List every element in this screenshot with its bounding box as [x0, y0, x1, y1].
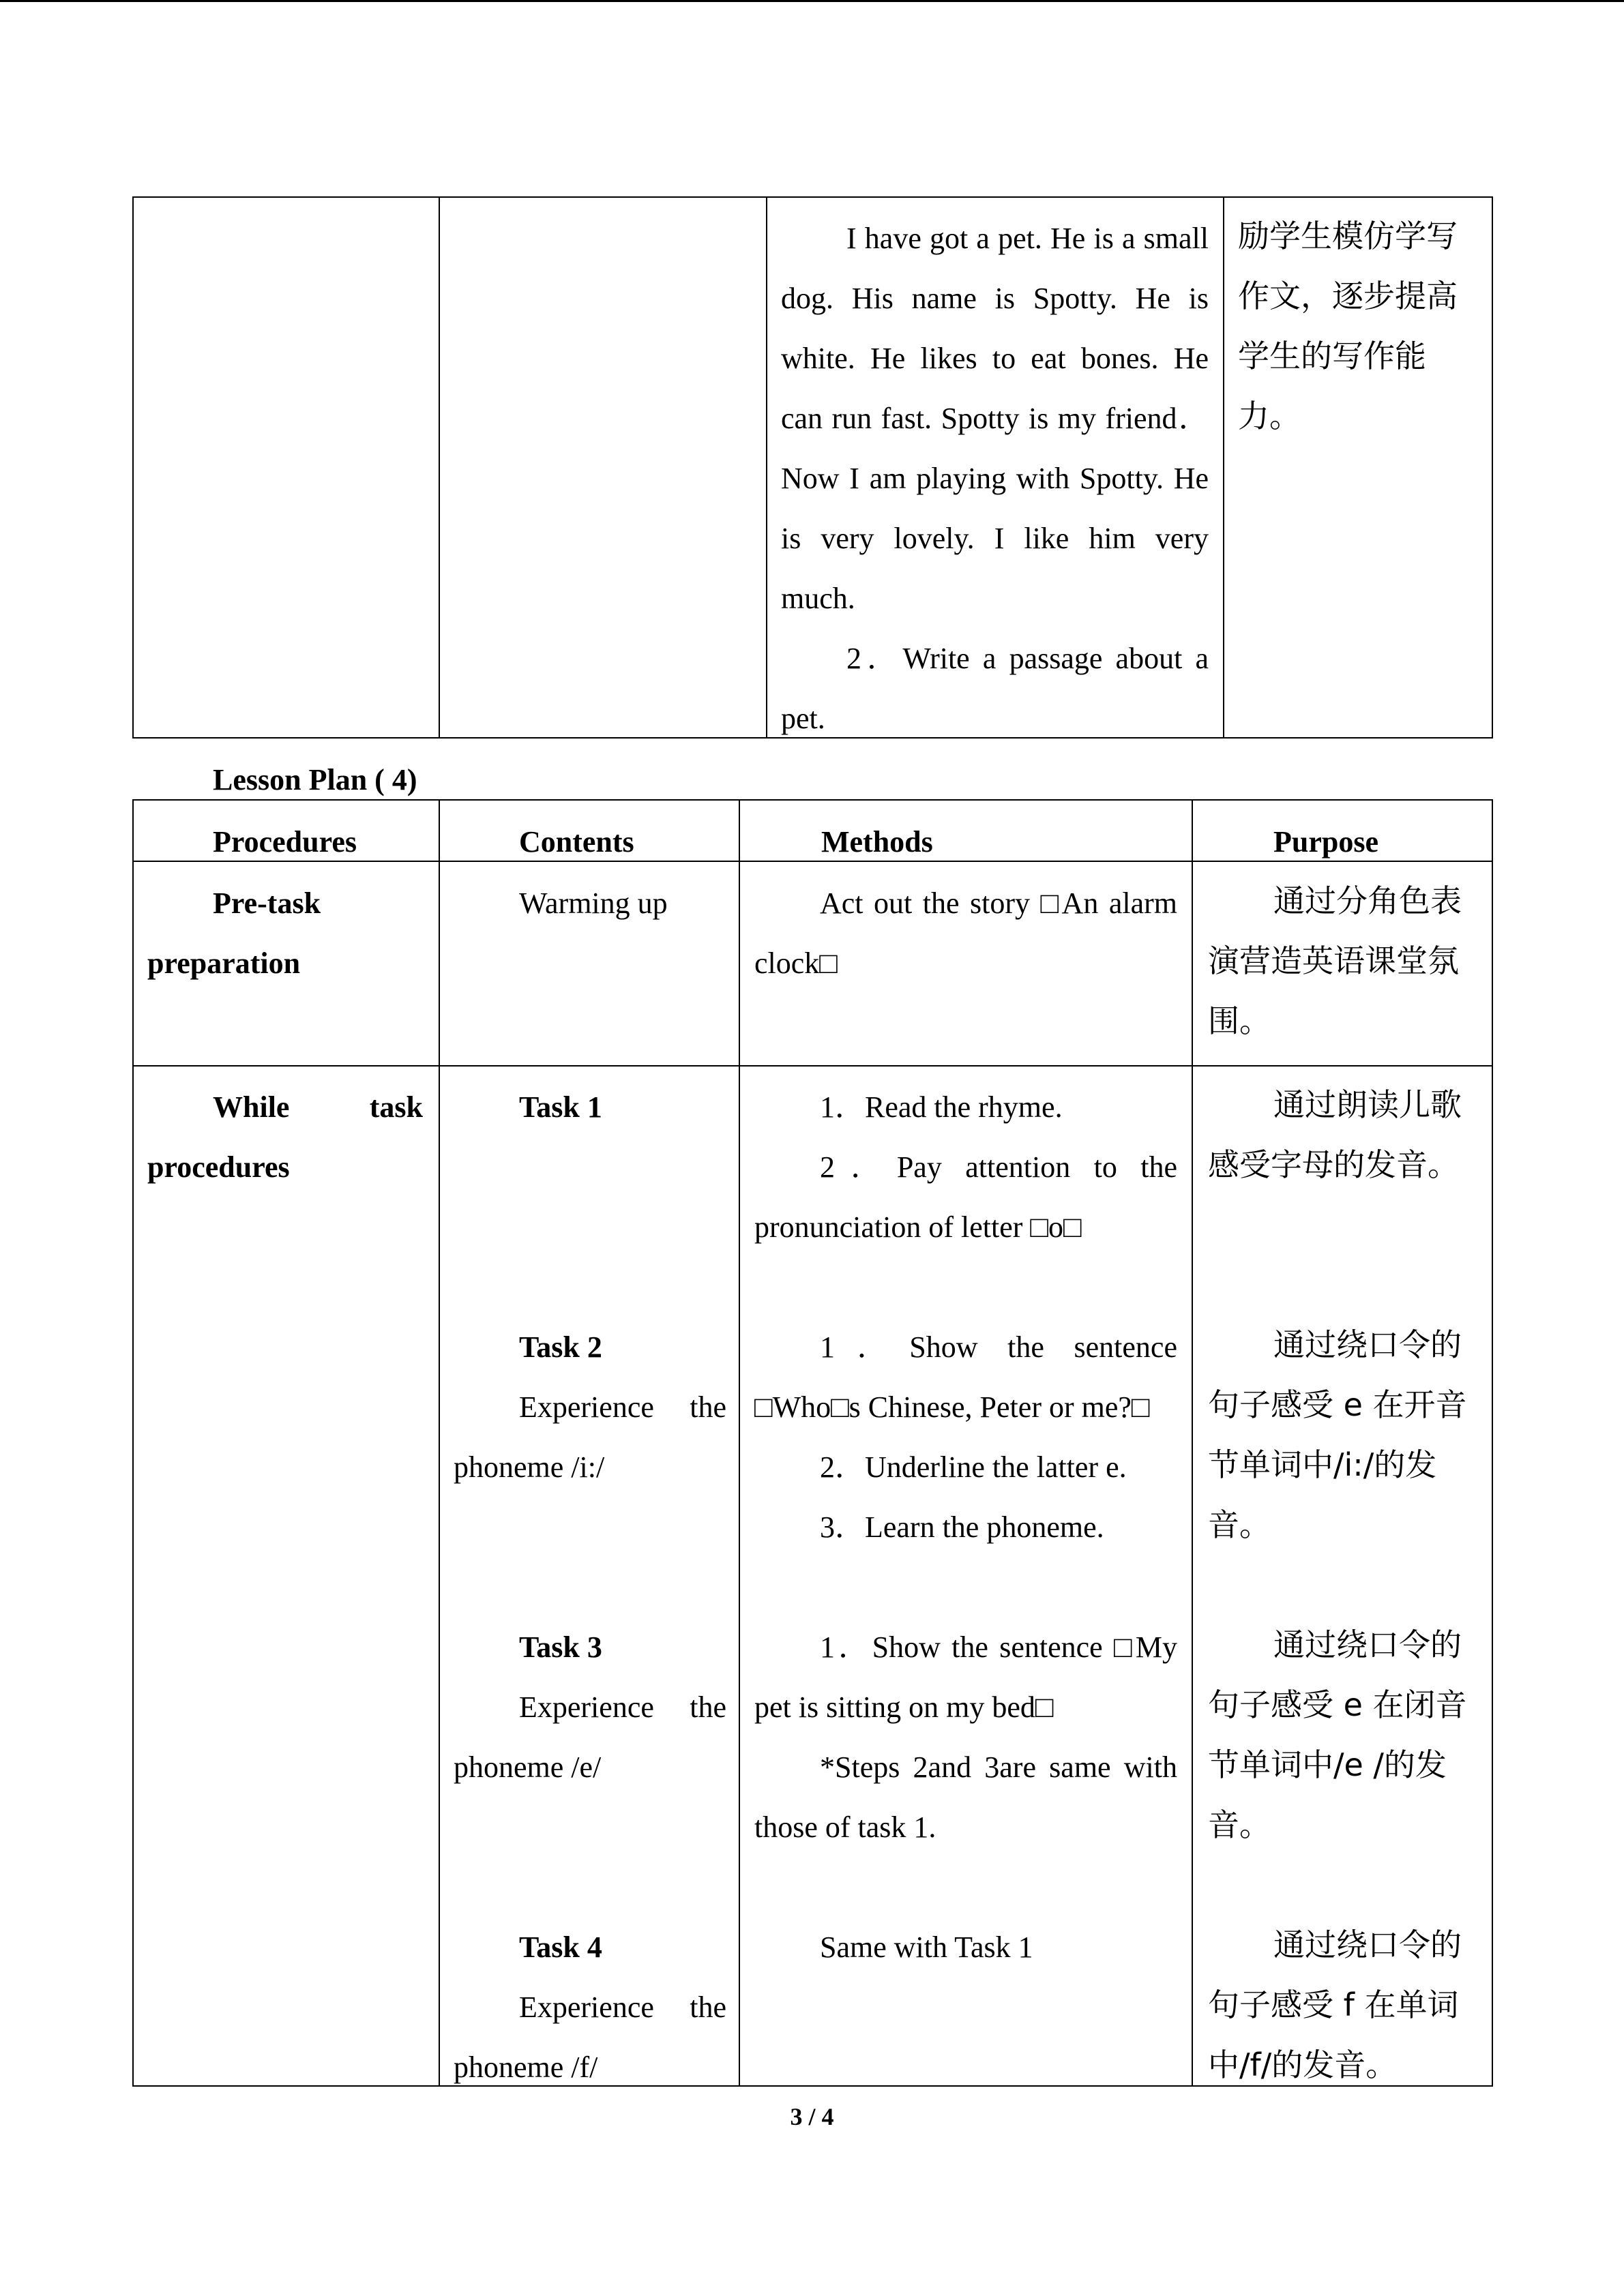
task4-step: Same with Task 1 — [820, 1930, 1033, 1964]
header-methods: Methods — [821, 825, 933, 859]
table-border — [132, 799, 134, 2087]
table-border — [1223, 196, 1224, 739]
task3-step: 1．Show the sentence □My pet is sitting on my bed□ — [754, 1630, 1177, 1724]
task1-purpose-cell — [1208, 1075, 1478, 1195]
task2-method-cell — [754, 1317, 1177, 1557]
table-border — [439, 799, 440, 2087]
task4-title: Task 4 — [519, 1930, 602, 1964]
purpose-text: 励学生模仿学写作文，逐步提高学生的写作能力。 — [1238, 218, 1458, 434]
task2-purpose-cell — [1208, 1315, 1478, 1555]
while-task-procedure-cell — [147, 1077, 423, 1197]
pre-task-purpose-cell — [1208, 871, 1478, 1051]
table-border — [439, 196, 440, 739]
task3-method-cell — [754, 1617, 1177, 1858]
page-top-border — [0, 0, 1624, 2]
task2-subtitle: Experience the phoneme /i:/ — [454, 1390, 726, 1484]
task3-subtitle: Experience the phoneme /e/ — [454, 1690, 726, 1784]
table-border — [766, 196, 767, 739]
table-border — [739, 799, 740, 2087]
task1-step: 2．Pay attention to the pronunciation of letter □o□ — [754, 1150, 1177, 1244]
table-border — [1192, 799, 1193, 2087]
lesson-plan-title: Lesson Plan ( 4) — [213, 763, 417, 796]
task3-content-cell — [454, 1617, 726, 1798]
while-task-procedure-line2: procedures — [147, 1150, 290, 1184]
task2-step: 3．Learn the phoneme. — [820, 1510, 1104, 1544]
task4-content-cell — [454, 1918, 726, 2098]
page-number: 3 / 4 — [790, 2103, 834, 2130]
purpose-cell — [1238, 206, 1478, 446]
pre-task-purpose: 通过分角色表演营造英语课堂氛围。 — [1208, 882, 1462, 1039]
pre-task-method-cell — [754, 874, 1177, 994]
task1-step: 1．Read the rhyme. — [820, 1090, 1063, 1124]
task3-title: Task 3 — [519, 1630, 602, 1664]
task1-method-cell — [754, 1077, 1177, 1257]
task4-purpose: 通过绕口令的句子感受 f 在单词中/f/的发音。 — [1208, 1926, 1462, 2083]
while-task-procedure-line1 — [147, 1077, 423, 1137]
methods-cell — [781, 209, 1209, 749]
pre-task-procedure-cell — [147, 874, 423, 994]
pre-task-content: Warming up — [519, 886, 668, 920]
while-task-word: While — [213, 1090, 290, 1124]
task4-subtitle: Experience the phoneme /f/ — [454, 1991, 726, 2084]
task1-title: Task 1 — [519, 1090, 602, 1124]
pre-task-method: Act out the story □An alarm clock□ — [754, 886, 1177, 980]
table-border — [132, 799, 1493, 801]
methods-step: 2．Write a passage about a pet. — [781, 642, 1209, 735]
task2-title: Task 2 — [519, 1330, 602, 1364]
task3-purpose-cell — [1208, 1615, 1478, 1855]
pre-task-procedure: Pre-task preparation — [147, 886, 321, 980]
table-border — [132, 196, 1493, 198]
task2-step: 2．Underline the latter e. — [820, 1450, 1127, 1484]
while-task-word: task — [369, 1090, 423, 1124]
methods-paragraph: I have got a pet. He is a small dog. His name is Spotty. He is white. He likes to eat bones. He can run fast. Spotty is my friend．Now I am playing with Spotty. He is very lovely. I like him very much. — [781, 222, 1209, 615]
table-border — [1492, 196, 1493, 739]
header-procedures: Procedures — [213, 825, 357, 859]
task4-method-cell — [754, 1918, 1177, 1978]
task3-step: *Steps 2and 3are same with those of task 1. — [754, 1750, 1177, 1844]
table-border — [1492, 799, 1493, 2087]
task2-step: 1．Show the sentence □Who□s Chinese, Peter or me?□ — [754, 1330, 1177, 1424]
task1-purpose: 通过朗读儿歌感受字母的发音。 — [1208, 1086, 1462, 1183]
task2-content-cell — [454, 1317, 726, 1497]
table-border — [132, 196, 134, 739]
header-purpose: Purpose — [1273, 825, 1378, 859]
header-contents: Contents — [519, 825, 634, 859]
task4-purpose-cell — [1208, 1915, 1478, 2095]
task2-purpose: 通过绕口令的句子感受 e 在开音节单词中/i:/的发音。 — [1208, 1326, 1467, 1543]
task3-purpose: 通过绕口令的句子感受 e 在闭音节单词中/e /的发音。 — [1208, 1626, 1467, 1843]
table-border — [132, 1065, 1493, 1067]
